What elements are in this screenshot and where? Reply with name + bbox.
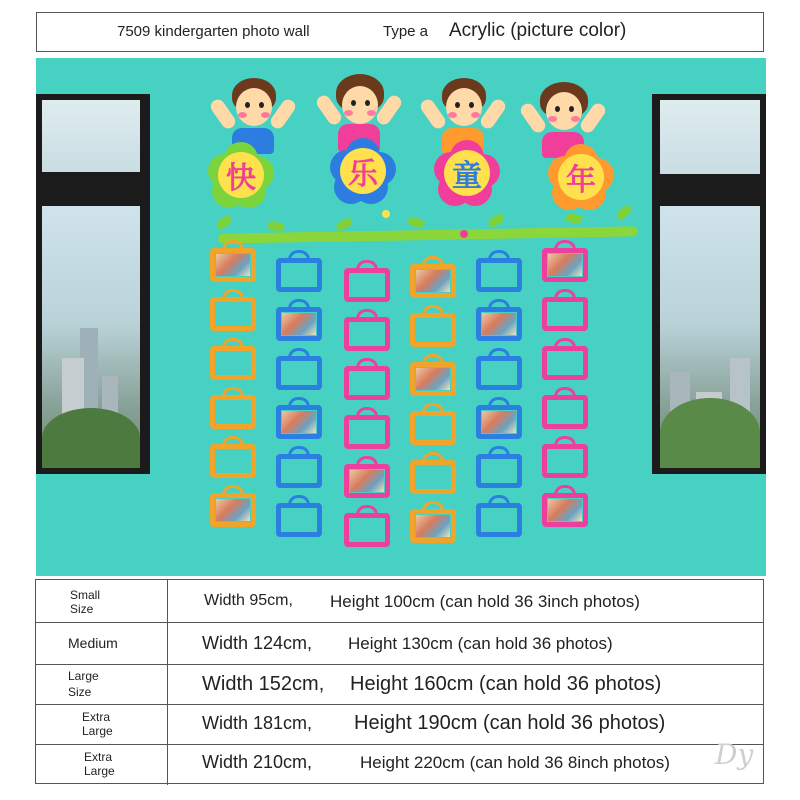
frame-hanger bbox=[488, 299, 510, 311]
frame-hanger bbox=[222, 338, 244, 350]
size-width: Width 181cm, bbox=[202, 713, 313, 733]
frame-hanger bbox=[288, 495, 310, 507]
type-label: Type a bbox=[383, 23, 429, 40]
flower-dot bbox=[382, 210, 390, 218]
photo-frame bbox=[210, 444, 256, 478]
frame-hanger bbox=[488, 397, 510, 409]
banner-char-3: 童 bbox=[444, 150, 490, 196]
photo-frame bbox=[210, 297, 256, 331]
size-row-extra-large-2 bbox=[36, 744, 763, 785]
frame-hanger bbox=[356, 505, 378, 517]
banner-char-4: 年 bbox=[558, 154, 604, 200]
photo-frame bbox=[210, 346, 256, 380]
frame-hanger bbox=[356, 407, 378, 419]
photo-frame bbox=[476, 503, 522, 537]
size-height: Height 160cm (can hold 36 photos) bbox=[350, 673, 662, 695]
size-label bbox=[36, 705, 168, 744]
photo-frame bbox=[542, 493, 588, 527]
frame-hanger bbox=[488, 348, 510, 360]
banner-flower-4 bbox=[548, 144, 614, 210]
frame-hanger bbox=[422, 354, 444, 366]
frame-hanger bbox=[488, 250, 510, 262]
leaf-icon bbox=[267, 220, 285, 234]
size-label bbox=[36, 745, 168, 785]
photo-frame bbox=[542, 346, 588, 380]
frame-hanger bbox=[422, 256, 444, 268]
material-label: Acrylic (picture color) bbox=[449, 20, 627, 41]
sample-photo bbox=[216, 499, 250, 521]
watermark: Dy bbox=[715, 738, 754, 771]
frame-hanger bbox=[356, 309, 378, 321]
photo-frame bbox=[210, 395, 256, 429]
photo-frame bbox=[476, 307, 522, 341]
sample-photo bbox=[350, 470, 384, 492]
photo-frame bbox=[476, 356, 522, 390]
photo-frame bbox=[344, 415, 390, 449]
frame-hanger bbox=[222, 485, 244, 497]
size-width: Width 152cm, bbox=[202, 673, 325, 695]
frame-hanger bbox=[422, 305, 444, 317]
frame-hanger bbox=[222, 436, 244, 448]
size-height: Height 130cm (can hold 36 photos) bbox=[348, 634, 613, 653]
photo-frame bbox=[276, 356, 322, 390]
photo-frame bbox=[276, 258, 322, 292]
photo-frame bbox=[476, 454, 522, 488]
photo-frame bbox=[410, 313, 456, 347]
size-row-small bbox=[36, 580, 763, 622]
frame-hanger bbox=[554, 436, 576, 448]
size-label-line1: Large bbox=[68, 669, 99, 683]
frame-hanger bbox=[488, 495, 510, 507]
frame-hanger bbox=[422, 452, 444, 464]
sample-photo bbox=[548, 254, 582, 276]
frame-hanger bbox=[288, 299, 310, 311]
frame-hanger bbox=[422, 403, 444, 415]
size-label bbox=[36, 665, 168, 704]
frame-hanger bbox=[554, 240, 576, 252]
photo-frame bbox=[344, 464, 390, 498]
banner-char-2: 乐 bbox=[340, 148, 386, 194]
left-window bbox=[36, 94, 150, 474]
photo-frame bbox=[542, 444, 588, 478]
frame-hanger bbox=[554, 289, 576, 301]
photo-frame bbox=[542, 248, 588, 282]
photo-frame bbox=[542, 297, 588, 331]
size-label-line2: Large bbox=[82, 724, 113, 738]
frame-hanger bbox=[356, 260, 378, 272]
photo-frame bbox=[410, 362, 456, 396]
size-width: Width 95cm, bbox=[204, 592, 293, 609]
banner-flower-2 bbox=[330, 138, 396, 204]
photo-frame bbox=[344, 268, 390, 302]
leaf-icon bbox=[215, 215, 233, 231]
size-height: Height 100cm (can hold 36 3inch photos) bbox=[330, 592, 640, 611]
size-height: Height 220cm (can hold 36 8inch photos) bbox=[360, 753, 670, 772]
sample-photo bbox=[416, 515, 450, 537]
sample-photo bbox=[482, 313, 516, 335]
sample-photo bbox=[416, 270, 450, 292]
leaf-icon bbox=[615, 204, 633, 221]
size-label bbox=[36, 623, 168, 664]
product-photo bbox=[36, 58, 766, 576]
sample-photo bbox=[282, 411, 316, 433]
leaf-icon bbox=[565, 212, 583, 225]
frame-hanger bbox=[288, 397, 310, 409]
model-name: 7509 kindergarten photo wall bbox=[117, 23, 310, 40]
frame-hanger bbox=[554, 387, 576, 399]
frame-hanger bbox=[222, 387, 244, 399]
banner-flower-3 bbox=[434, 140, 500, 206]
frame-hanger bbox=[288, 446, 310, 458]
photo-frame bbox=[344, 366, 390, 400]
frame-hanger bbox=[356, 456, 378, 468]
size-row-large bbox=[36, 664, 763, 704]
product-title-bar bbox=[36, 12, 764, 52]
frame-hanger bbox=[356, 358, 378, 370]
size-label-line2: Large bbox=[84, 764, 115, 778]
photo-frame bbox=[276, 405, 322, 439]
size-label bbox=[36, 580, 168, 622]
photo-frame bbox=[210, 248, 256, 282]
photo-frame bbox=[410, 460, 456, 494]
photo-frame bbox=[410, 264, 456, 298]
photo-frame bbox=[410, 411, 456, 445]
sample-photo bbox=[548, 499, 582, 521]
size-label-line2: Size bbox=[68, 685, 92, 699]
frame-hanger bbox=[554, 485, 576, 497]
banner-flower-1 bbox=[208, 142, 274, 208]
frame-hanger bbox=[554, 338, 576, 350]
size-row-medium bbox=[36, 622, 763, 664]
size-width: Width 124cm, bbox=[202, 633, 313, 653]
photo-frame bbox=[276, 307, 322, 341]
size-height: Height 190cm (can hold 36 photos) bbox=[354, 712, 666, 734]
photo-frame bbox=[542, 395, 588, 429]
banner-char-1: 快 bbox=[218, 152, 264, 198]
sample-photo bbox=[216, 254, 250, 276]
frame-hanger bbox=[222, 240, 244, 252]
flower-dot bbox=[460, 230, 468, 238]
photo-frame bbox=[276, 454, 322, 488]
sample-photo bbox=[416, 368, 450, 390]
photo-frame bbox=[344, 317, 390, 351]
size-label-line1: Extra bbox=[82, 710, 111, 724]
photo-frame bbox=[476, 258, 522, 292]
size-label-line1: Medium bbox=[68, 635, 118, 651]
size-label-line2: Size bbox=[70, 602, 94, 616]
photo-frame bbox=[276, 503, 322, 537]
size-table bbox=[35, 579, 764, 784]
frame-hanger bbox=[222, 289, 244, 301]
photo-frame bbox=[410, 509, 456, 543]
frame-hanger bbox=[488, 446, 510, 458]
leaf-icon bbox=[407, 215, 425, 230]
photo-frame bbox=[210, 493, 256, 527]
size-row-extra-large bbox=[36, 704, 763, 744]
sample-photo bbox=[282, 313, 316, 335]
size-label-line1: Small bbox=[70, 588, 101, 602]
leaf-icon bbox=[487, 213, 505, 228]
frame-hanger bbox=[288, 348, 310, 360]
size-width: Width 210cm, bbox=[202, 752, 313, 772]
right-window bbox=[652, 94, 766, 474]
frame-hanger bbox=[422, 501, 444, 513]
frame-hanger bbox=[288, 250, 310, 262]
photo-frame bbox=[476, 405, 522, 439]
size-label-line1: Extra bbox=[84, 750, 113, 764]
photo-frame bbox=[344, 513, 390, 547]
sample-photo bbox=[482, 411, 516, 433]
leaf-icon bbox=[335, 218, 353, 232]
